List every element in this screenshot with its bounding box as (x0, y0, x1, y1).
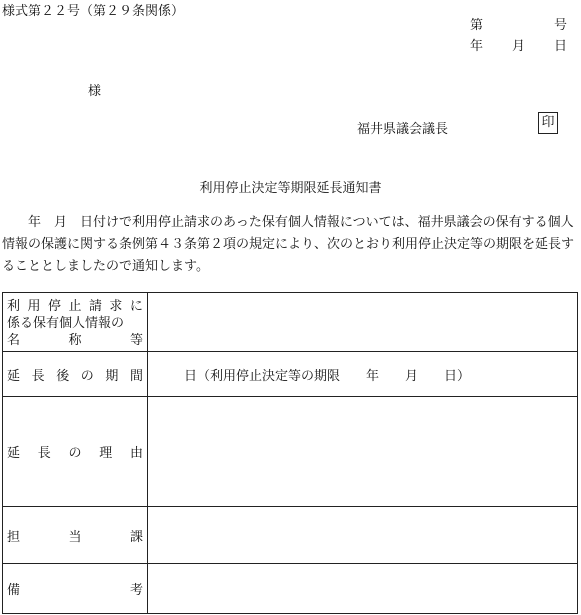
label-extended-period (3, 352, 148, 397)
label-extended-period-char: 後 (56, 368, 70, 384)
value-extended-period[interactable]: 日（利用停止決定等の期限 年 月 日） (148, 352, 578, 397)
date-day: 日 (554, 39, 568, 54)
table-row (3, 293, 578, 352)
value-responsible-section[interactable] (148, 507, 578, 564)
label-responsible-section-char: 担 (7, 529, 21, 545)
label-info-name-char: 名 (7, 332, 21, 348)
label-extended-period-char: の (80, 368, 94, 384)
body-text (2, 212, 580, 278)
body-paragraph: 年 月 日付けで利用停止請求のあった保有個人情報については、福井県議会の保有する個人情報の保護に関する条例第４３条第２項の規定により、次のとおり利用停止決定等の期限を延長することとしましたので通知します。 (2, 215, 575, 274)
label-remarks-char: 考 (129, 583, 143, 598)
label-info-name-char: 称 (68, 332, 82, 348)
addressee: 様 (88, 84, 102, 99)
date-month: 月 (512, 39, 526, 54)
label-extension-reason-char: 理 (99, 446, 113, 461)
label-line-1 (7, 298, 143, 315)
label-extension-reason-char: 由 (129, 446, 143, 461)
table-row (3, 352, 578, 397)
label-info-name (3, 293, 148, 352)
label-extended-period-char: 間 (129, 368, 143, 384)
table-row (3, 507, 578, 564)
label-info-name-char: 止 (68, 298, 82, 314)
label-info-name-char: 等 (129, 332, 143, 348)
label-info-name-char: 利 (7, 298, 21, 314)
label-extended-period-char: 長 (31, 368, 45, 384)
label-responsible-section-char: 当 (68, 529, 82, 545)
seal-mark: 印 (538, 112, 558, 134)
doc-number-suffix: 号 (554, 18, 568, 33)
label-extended-period-char: 期 (105, 368, 119, 384)
sender-name: 福井県議会議長 (357, 122, 449, 137)
form-number: 様式第２２号（第２９条関係） (2, 4, 185, 19)
label-extension-reason (3, 397, 148, 507)
value-extension-reason[interactable] (148, 397, 578, 507)
value-info-name[interactable] (148, 293, 578, 352)
label-responsible-section (3, 507, 148, 564)
label-line-3 (7, 332, 143, 349)
label-line-2: 係る保有個人情報の (7, 315, 125, 331)
label-info-name-char: 停 (47, 298, 61, 314)
document-title: 利用停止決定等期限延長通知書 (199, 181, 382, 196)
label-remarks-char: 備 (7, 583, 21, 598)
label-remarks (3, 564, 148, 614)
info-table (2, 292, 578, 614)
label-extension-reason-char: 延 (7, 446, 21, 461)
table-row (3, 564, 578, 614)
label-extension-reason-char: 長 (37, 446, 51, 461)
label-info-name-char: 用 (27, 298, 41, 314)
label-info-name-char: に (129, 298, 143, 314)
date-year: 年 (470, 39, 484, 54)
label-responsible-section-char: 課 (129, 529, 143, 545)
label-extended-period-char: 延 (7, 368, 21, 384)
label-info-name-char: 求 (109, 298, 123, 314)
label-extension-reason-char: の (68, 446, 82, 461)
table-row (3, 397, 578, 507)
doc-number-prefix: 第 (470, 18, 484, 33)
label-info-name-char: 請 (88, 298, 102, 314)
value-remarks[interactable] (148, 564, 578, 614)
